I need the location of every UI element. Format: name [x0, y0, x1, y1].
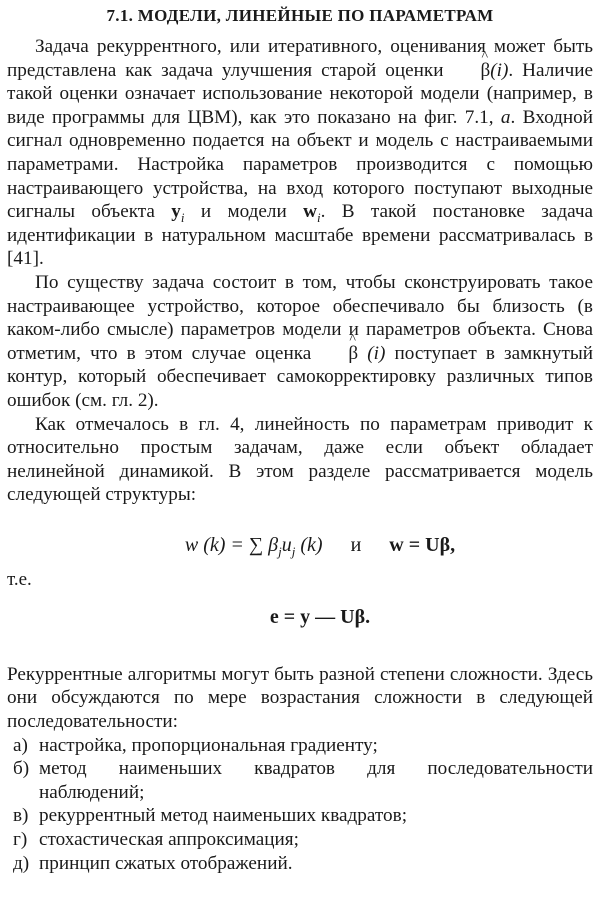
- p2-beta-arg: (i): [367, 342, 386, 364]
- p1-and-model: и модели: [184, 201, 304, 223]
- text-te: т.е.: [7, 568, 32, 590]
- algorithm-list: [7, 734, 593, 876]
- list-marker: д): [13, 852, 30, 874]
- list-marker: в): [13, 805, 29, 827]
- formula-error: e = y — Uβ.: [269, 605, 371, 628]
- formula1-eq2: w = Uβ,: [389, 533, 456, 556]
- paragraph-1: [7, 35, 593, 271]
- paragraph-3: Как отмечалось в гл. 4, линейность по параметрам приводит к относительно простым задачам, даже если объект обладает нелинейной динамикой. В этом разделе рассматривается модель следующей структуры:: [7, 413, 593, 506]
- list-item: [7, 828, 593, 852]
- p1-text-a: Задача рекуррентного, или итеративного, оценивания может быть представлена как задача улучшения старой оценки: [7, 36, 593, 81]
- list-item-text: принцип сжатых отображений.: [39, 852, 293, 874]
- formula1-sub-j: j: [278, 543, 282, 559]
- formula-model: [47, 533, 593, 557]
- p1-beta-arg: (i): [490, 59, 509, 81]
- list-item-text: метод наименьших квадратов для последовательности наблюдений;: [39, 758, 593, 803]
- p1-text-c: . Входной сигнал одновременно подается на объект и модель с настраиваемыми параметрами. Настройка параметров производится с помощью настраивающего устройства, на вход которого поступают выходные сигналы объекта: [7, 106, 594, 223]
- p1-text-d: . В такой постановке задача идентификации в натуральном масштабе времени рассматривалась в [41].: [7, 201, 593, 270]
- list-marker: г): [13, 829, 28, 851]
- list-item: [7, 852, 593, 876]
- section-title: 7.1. МОДЕЛИ, ЛИНЕЙНЫЕ ПО ПАРАМЕТРАМ: [106, 6, 494, 25]
- p1-w-symbol: w: [303, 201, 317, 223]
- list-item: [7, 757, 593, 804]
- list-item-text: рекуррентный метод наименьших квадратов;: [39, 805, 408, 827]
- p1-w-sub: i: [317, 209, 321, 225]
- p1-fig-letter: а: [500, 106, 511, 128]
- list-item-text: стохастическая аппроксимация;: [39, 829, 299, 851]
- list-marker: б): [13, 758, 30, 780]
- list-marker: а): [13, 734, 28, 756]
- formula1-sub-j2: j: [291, 543, 296, 559]
- p2-beta-hat-symbol: ^ β: [320, 342, 358, 366]
- formula1-rhs-arg: (k): [295, 533, 323, 556]
- p2-text-a: По существу задача состоит в том, чтобы сконструировать такое настраивающее устройство, которое обеспечивало бы близость (в каком-либо смысле) параметров модели и параметров объекта. Снова отметим, что в этом случае оценка: [7, 271, 593, 364]
- p2-text-b: поступает в замкнутый контур, который обеспечивает самокорректировку различных типов ошибок (см. гл. 2).: [7, 342, 593, 411]
- p1-text-b: . Наличие такой оценки означает использование некоторой модели (например, в виде программы для ЦВМ), как это показано на фиг. 7.1,: [7, 59, 593, 128]
- paragraph-4: Рекуррентные алгоритмы могут быть разной степени сложности. Здесь они обсуждаются по мере возрастания сложности в следующей последовательности:: [7, 663, 593, 733]
- paragraph-2: [7, 271, 593, 413]
- formula1-lhs: w (k) = ∑ β: [184, 533, 279, 556]
- beta-hat-symbol: ^ β: [452, 59, 490, 83]
- formula1-conj: и: [350, 533, 362, 556]
- p1-y-sub: i: [180, 209, 185, 225]
- p1-y-symbol: y: [171, 201, 181, 223]
- list-item: [7, 734, 593, 758]
- formula1-u: u: [281, 533, 292, 556]
- list-item-text: настройка, пропорциональная градиенту;: [39, 734, 378, 756]
- list-item: [7, 804, 593, 828]
